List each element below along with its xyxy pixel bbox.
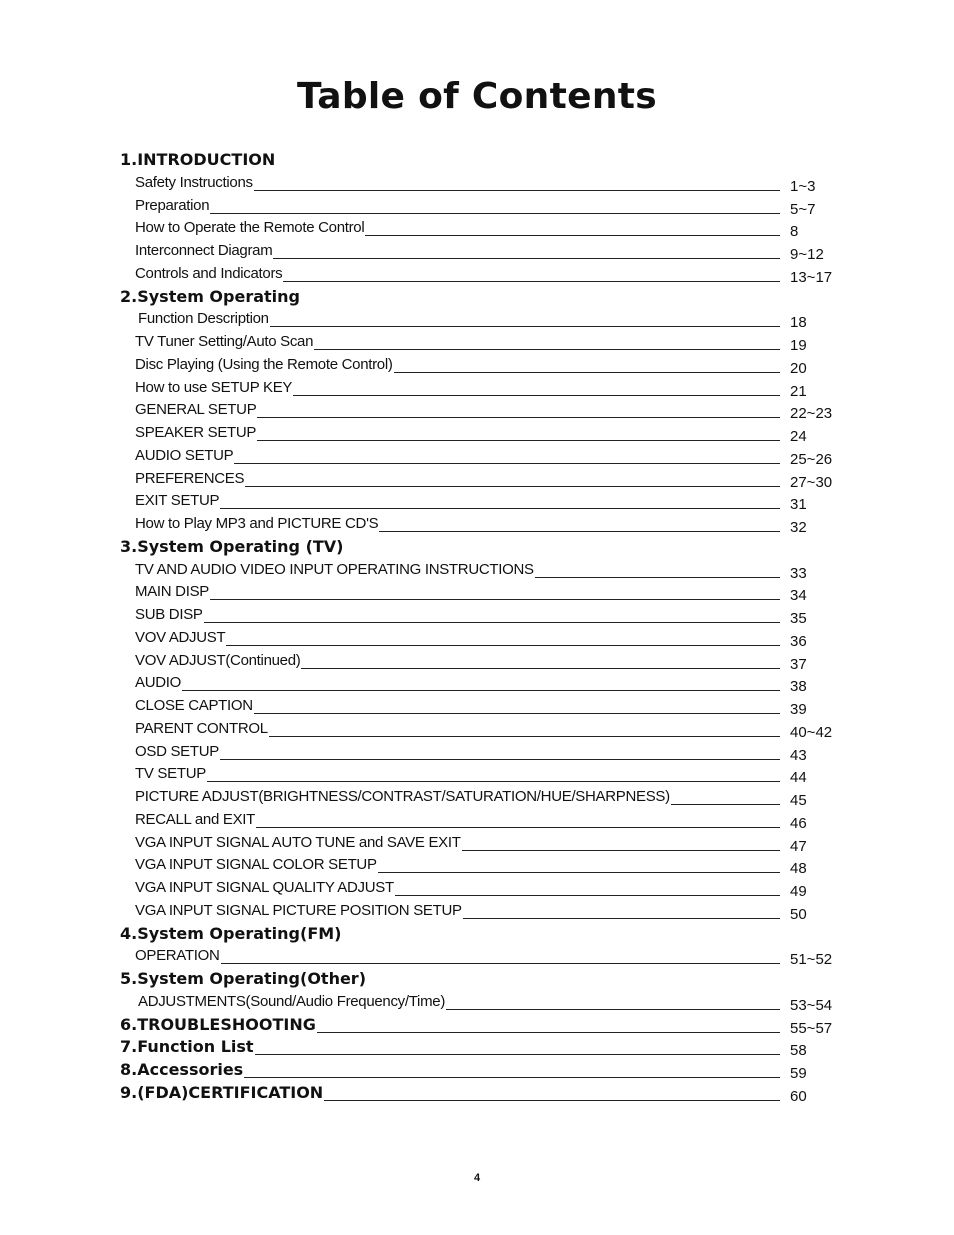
toc-section-row: [0, 150, 954, 173]
leader-line: [254, 713, 780, 714]
entry-page: 60: [790, 1087, 807, 1105]
entry-page: 59: [790, 1065, 807, 1082]
entry-page: 58: [790, 1042, 807, 1060]
leader-line: [270, 326, 780, 327]
toc-entry: [0, 423, 954, 446]
toc-entry: [0, 446, 954, 469]
section-heading: 1.INTRODUCTION: [120, 150, 276, 169]
toc-entry: [0, 764, 954, 787]
entry-page: 38: [790, 678, 807, 696]
entry-page: 27~30: [790, 473, 833, 491]
entry-label: Function Description: [138, 310, 269, 328]
entry-label: VGA INPUT SIGNAL COLOR SETUP: [135, 856, 377, 874]
leader-line: [257, 440, 780, 441]
toc-section-row: [0, 537, 954, 560]
toc-section-row: [0, 969, 954, 992]
toc-entry: [0, 560, 954, 583]
toc-entry: [0, 833, 954, 856]
leader-line: [210, 599, 780, 600]
entry-page: 55~57: [790, 1019, 833, 1037]
toc-entry: [0, 309, 954, 332]
entry-label: Disc Playing (Using the Remote Control): [135, 355, 393, 373]
entry-label: GENERAL SETUP: [135, 401, 257, 419]
leader-line: [257, 417, 780, 418]
toc-entry: [0, 696, 954, 719]
leader-line: [234, 463, 780, 464]
leader-line: [365, 235, 780, 236]
entry-page: 24: [790, 428, 807, 445]
entry-label: TV AND AUDIO VIDEO INPUT OPERATING INSTRUCTIONS: [135, 560, 534, 578]
toc-entry: [0, 810, 954, 833]
section-heading: 5.System Operating(Other): [120, 969, 367, 988]
leader-line: [317, 1032, 780, 1033]
toc-entry: [0, 514, 954, 537]
toc-section-entry: [0, 1083, 954, 1106]
leader-line: [273, 258, 780, 259]
leader-line: [301, 668, 780, 669]
entry-label: PARENT CONTROL: [135, 719, 268, 737]
toc-section-entry: [0, 1015, 954, 1038]
entry-label: How to use SETUP KEY: [135, 378, 293, 396]
entry-label: How to Play MP3 and PICTURE CD'S: [135, 515, 379, 532]
leader-line: [255, 1054, 780, 1055]
leader-line: [204, 622, 780, 623]
section-heading: 2.System Operating: [120, 286, 300, 306]
toc-entry: [0, 742, 954, 765]
leader-line: [378, 872, 780, 873]
entry-page: 19: [790, 337, 807, 354]
entry-page: 43: [790, 746, 807, 764]
toc-entry: [0, 378, 954, 401]
entry-label: How to Operate the Remote Control: [135, 219, 365, 237]
entry-label: VGA INPUT SIGNAL PICTURE POSITION SETUP: [135, 901, 462, 919]
leader-line: [394, 372, 780, 373]
section-heading: 8.Accessories: [120, 1060, 244, 1079]
leader-line: [671, 804, 780, 805]
toc-section-entry: [0, 1060, 954, 1083]
toc-entry: [0, 264, 954, 287]
entry-page: 33: [790, 564, 807, 582]
toc-section-row: [0, 287, 954, 310]
entry-page: 21: [790, 382, 807, 400]
entry-page: 48: [790, 860, 807, 878]
entry-label: VGA INPUT SIGNAL QUALITY ADJUST: [135, 879, 394, 896]
leader-line: [220, 759, 780, 760]
entry-label: Preparation: [135, 196, 210, 214]
toc-entry: [0, 673, 954, 696]
leader-line: [256, 827, 780, 828]
entry-label: AUDIO: [135, 674, 182, 692]
leader-line: [245, 486, 780, 487]
entry-label: VOV ADJUST: [135, 628, 226, 646]
toc-entry: [0, 992, 954, 1015]
entry-label: PREFERENCES: [135, 469, 245, 487]
toc-entry: [0, 355, 954, 378]
section-heading: 3.System Operating (TV): [120, 536, 344, 556]
entry-label: PICTURE ADJUST(BRIGHTNESS/CONTRAST/SATURATION/HUE/SHARPNESS): [135, 788, 670, 805]
entry-page: 18: [790, 314, 807, 332]
leader-line: [283, 281, 780, 282]
page-number: 4: [473, 1172, 481, 1184]
entry-page: 20: [790, 359, 807, 377]
entry-page: 9~12: [790, 246, 824, 263]
leader-line: [463, 918, 780, 919]
toc-entry: [0, 332, 954, 355]
section-heading: 7.Function List: [120, 1037, 254, 1057]
toc-entry: [0, 241, 954, 264]
entry-label: ADJUSTMENTS(Sound/Audio Frequency/Time): [138, 992, 446, 1010]
leader-line: [324, 1100, 780, 1101]
entry-page: 40~42: [790, 723, 833, 741]
entry-page: 5~7: [790, 200, 816, 218]
leader-line: [210, 213, 780, 214]
toc-entry: [0, 196, 954, 219]
toc-entry: [0, 582, 954, 605]
entry-page: 34: [790, 587, 807, 605]
entry-label: AUDIO SETUP: [135, 446, 234, 464]
entry-label: Interconnect Diagram: [135, 242, 273, 259]
leader-line: [207, 781, 780, 782]
leader-line: [395, 895, 780, 896]
entry-label: Controls and Indicators: [135, 264, 283, 282]
entry-page: 47: [790, 837, 807, 855]
entry-page: 37: [790, 655, 807, 673]
leader-line: [379, 531, 780, 532]
leader-line: [269, 736, 780, 737]
entry-page: 49: [790, 883, 807, 900]
entry-page: 22~23: [790, 405, 833, 423]
toc-entry: [0, 173, 954, 196]
leader-line: [535, 577, 780, 578]
entry-page: 39: [790, 701, 807, 718]
table-of-contents: [0, 150, 954, 1106]
entry-label: EXIT SETUP: [135, 492, 220, 510]
toc-entry: [0, 787, 954, 810]
leader-line: [446, 1009, 780, 1010]
entry-page: 51~52: [790, 951, 833, 969]
toc-entry: [0, 878, 954, 901]
toc-entry: [0, 855, 954, 878]
leader-line: [244, 1077, 780, 1078]
entry-label: SUB DISP: [135, 606, 203, 623]
toc-section-entry: [0, 1037, 954, 1060]
leader-line: [220, 508, 780, 509]
toc-section-row: [0, 924, 954, 947]
entry-label: RECALL and EXIT: [135, 810, 256, 828]
section-heading: 9.(FDA)CERTIFICATION: [120, 1082, 324, 1102]
entry-page: 50: [790, 905, 807, 923]
leader-line: [314, 349, 780, 350]
entry-label: OSD SETUP: [135, 742, 219, 760]
leader-line: [226, 645, 780, 646]
leader-line: [221, 963, 780, 964]
leader-line: [293, 395, 780, 396]
entry-label: VOV ADJUST(Continued): [135, 651, 301, 669]
entry-page: 53~54: [790, 996, 833, 1014]
entry-page: 32: [790, 519, 807, 536]
section-heading: 4.System Operating(FM): [120, 923, 342, 943]
toc-entry: [0, 491, 954, 514]
entry-page: 8: [790, 223, 799, 241]
entry-page: 46: [790, 814, 807, 832]
leader-line: [462, 850, 780, 851]
entry-label: CLOSE CAPTION: [135, 697, 253, 714]
toc-entry: [0, 946, 954, 969]
entry-page: 36: [790, 632, 807, 650]
entry-page: 25~26: [790, 450, 833, 468]
toc-entry: [0, 400, 954, 423]
section-heading: 6.TROUBLESHOOTING: [120, 1014, 316, 1034]
entry-label: Safety Instructions: [135, 173, 253, 191]
leader-line: [182, 690, 780, 691]
entry-label: TV SETUP: [135, 765, 206, 783]
entry-page: 35: [790, 610, 807, 627]
toc-entry: [0, 469, 954, 492]
page-title: Table of Contents: [297, 76, 657, 117]
entry-label: TV Tuner Setting/Auto Scan: [135, 333, 314, 350]
entry-page: 31: [790, 496, 807, 514]
entry-page: 45: [790, 792, 807, 809]
entry-label: MAIN DISP: [135, 583, 209, 601]
toc-entry: [0, 651, 954, 674]
toc-entry: [0, 719, 954, 742]
entry-page: 1~3: [790, 177, 816, 195]
toc-entry: [0, 605, 954, 628]
entry-label: SPEAKER SETUP: [135, 424, 257, 441]
entry-page: 13~17: [790, 268, 833, 286]
entry-page: 44: [790, 769, 807, 787]
toc-entry: [0, 901, 954, 924]
entry-label: OPERATION: [135, 947, 220, 965]
toc-entry: [0, 218, 954, 241]
toc-entry: [0, 628, 954, 651]
entry-label: VGA INPUT SIGNAL AUTO TUNE and SAVE EXIT: [135, 833, 461, 851]
leader-line: [254, 190, 780, 191]
